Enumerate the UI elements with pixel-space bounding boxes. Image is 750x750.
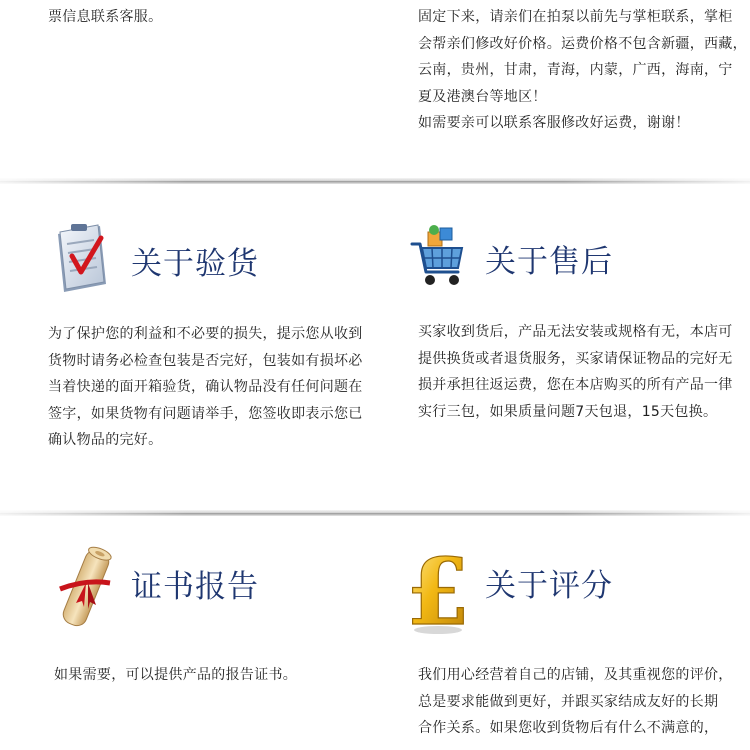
section-divider [0, 178, 750, 184]
section-text-certificate: 如果需要，可以提供产品的报告证书。 [54, 667, 298, 683]
section-text-rating: 我们用心经营着自己的店铺，及其重视您的评价， 总是要求能做到更好，并跟买家结成友好的长期 合作关系。如果您收到货物后有什么不满意的， [418, 667, 733, 736]
section-title-certificate: 证书报告 [131, 569, 259, 605]
section-title-inspection: 关于验货 [131, 246, 259, 282]
section-title-rating: 关于评分 [485, 568, 613, 604]
top-right-text: 固定下来，请亲们在拍泵以前先与掌柜联系，掌柜 会帮亲们修改好价格。运费价格不包含新疆，西藏， 云南，贵州，甘肃，青海，内蒙，广西，海南，宁 夏及港澳台等地区！ 如需要亲可以联系客服修改好运费，谢谢！ [418, 9, 747, 131]
section-text-inspection: 为了保护您的利益和不必要的损失，提示您从收到 货物时请务必检查包装是否完好，包装如有损坏必 当着快递的面开箱验货，确认物品没有任何问题在 签字，如果货物有问题请举手，您签收即表示您已 确认物品的完好。 [48, 326, 363, 448]
top-left-text: 票信息联系客服。 [48, 9, 163, 25]
scroll-icon [56, 543, 116, 633]
checklist-icon [54, 222, 110, 294]
section-divider [0, 510, 750, 516]
section-text-after-sales: 买家收到货后，产品无法安装或规格有无，本店可 提供换货或者退货服务，买家请保证物品的完好无 损并承担往返运费，您在本店购买的所有产品一律 实行三包，如果质量问题7天包退，15天包换。 [418, 324, 733, 420]
svg-text:£: £ [405, 538, 471, 646]
shopping-cart-icon [410, 222, 466, 290]
pound-icon [405, 538, 471, 646]
section-title-after-sales: 关于售后 [485, 244, 613, 280]
